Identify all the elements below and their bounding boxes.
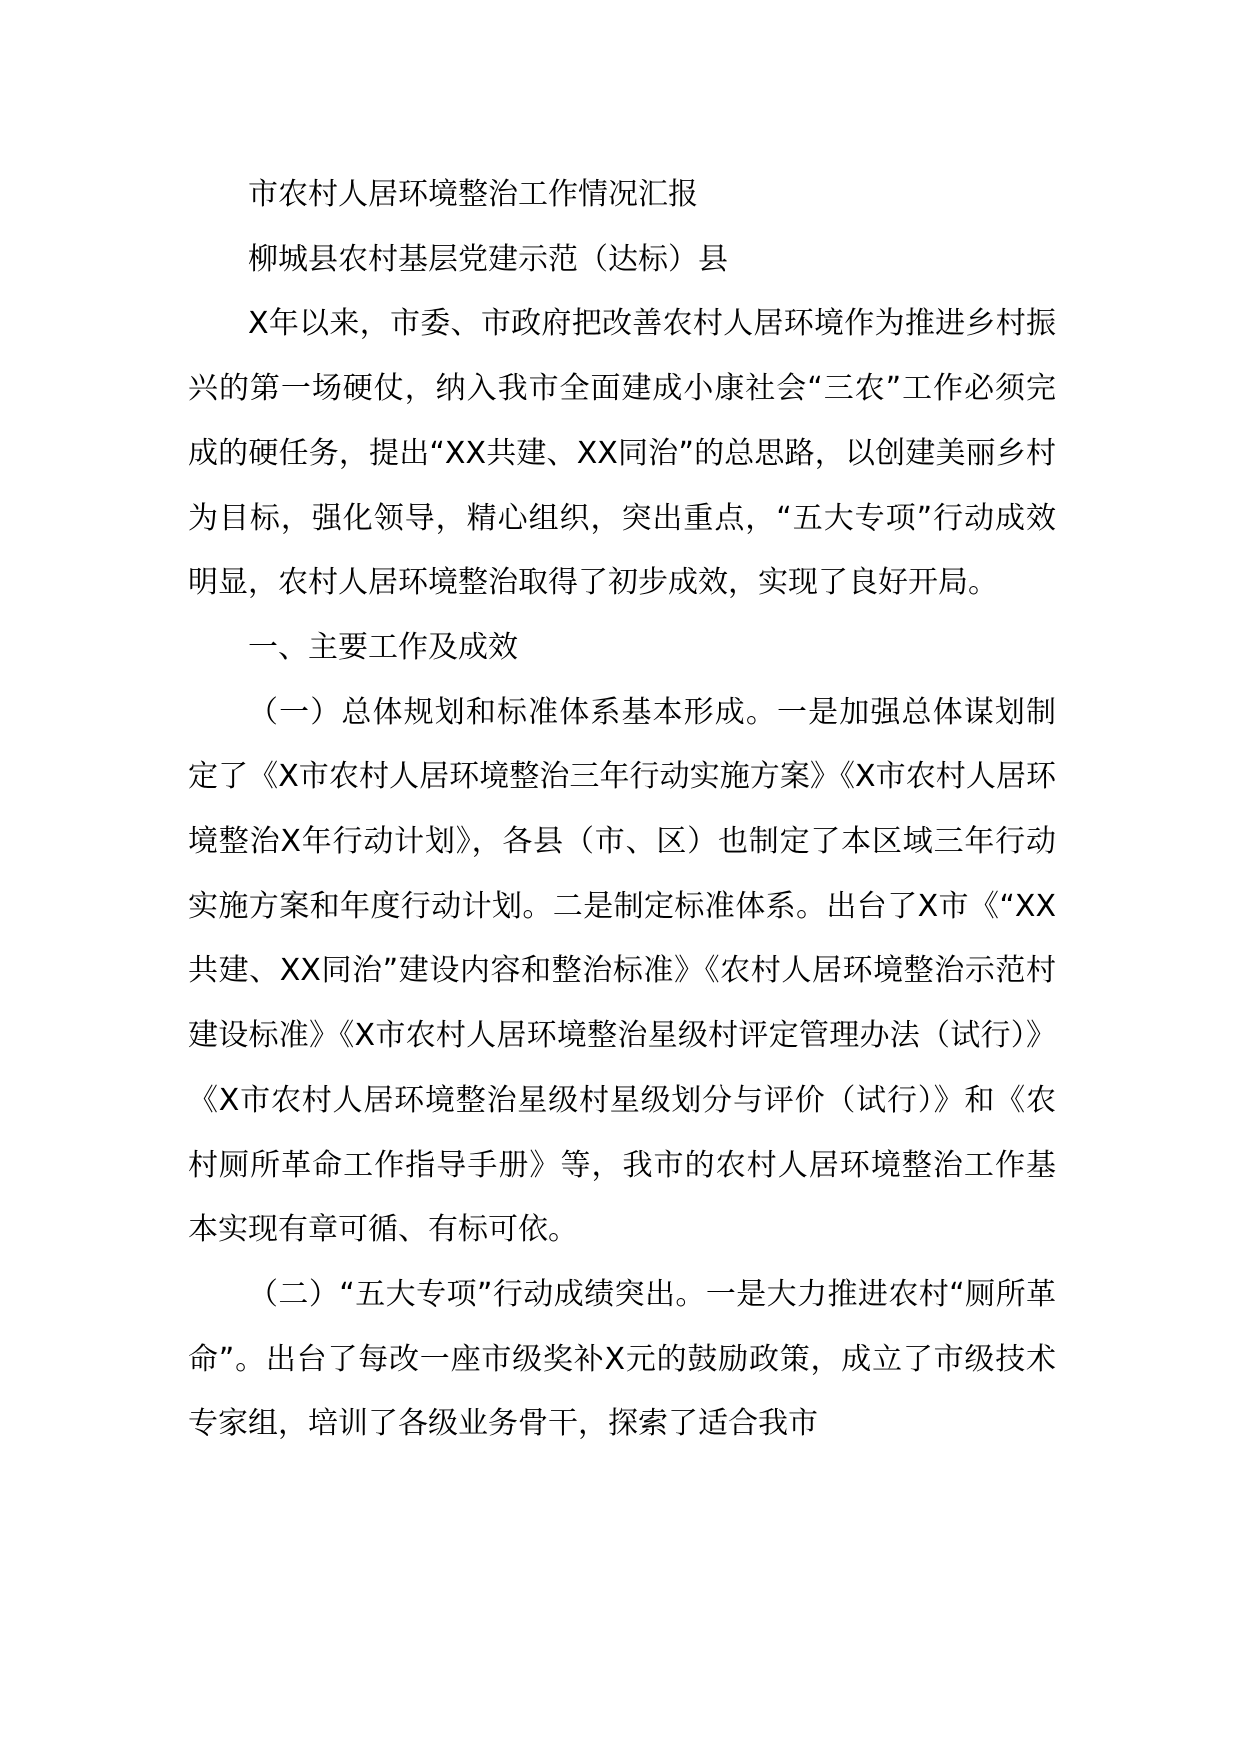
paragraph-subsection-1: （一）总体规划和标准体系基本形成。一是加强总体谋划制定了《X市农村人居环境整治三年行动实施方案》《X市农村人居环境整治X年行动计划》，各县（市、区）也制定了本区域三年行动实施方案和年度行动计划。二是制定标准体系。出台了X市《“XX共建、XX同治”建设内容和整治标准》《农村人居环境整治示范村建设标准》《X市农村人居环境整治星级村评定管理办法（试行）》《X市农村人居环境整治星级村星级划分与评价（试行）》和《农村厕所革命工作指导手册》等，我市的农村人居环境整治工作基本实现有章可循、有标可依。 (188, 694, 1056, 1248)
document-subtitle: 柳城县农村基层党建示范（达标）县 (248, 241, 728, 277)
paragraph-subsection-2: （二）“五大专项”行动成绩突出。一是大力推进农村“厕所革命”。出台了每改一座市级奖补X元的鼓励政策，成立了市级技术专家组，培训了各级业务骨干，探索了适合我市 (188, 1276, 1056, 1442)
section-heading: 一、主要工作及成效 (248, 629, 518, 665)
document-body (188, 163, 1056, 1457)
document-title: 市农村人居环境整治工作情况汇报 (248, 177, 698, 212)
paragraph-intro: X年以来，市委、市政府把改善农村人居环境作为推进乡村振兴的第一场硬仗，纳入我市全面建成小康社会“三农”工作必须完成的硬任务，提出“XX共建、XX同治”的总思路，以创建美丽乡村为目标，强化领导，精心组织，突出重点，“五大专项”行动成效明显，农村人居环境整治取得了初步成效，实现了良好开局。 (188, 306, 1056, 601)
